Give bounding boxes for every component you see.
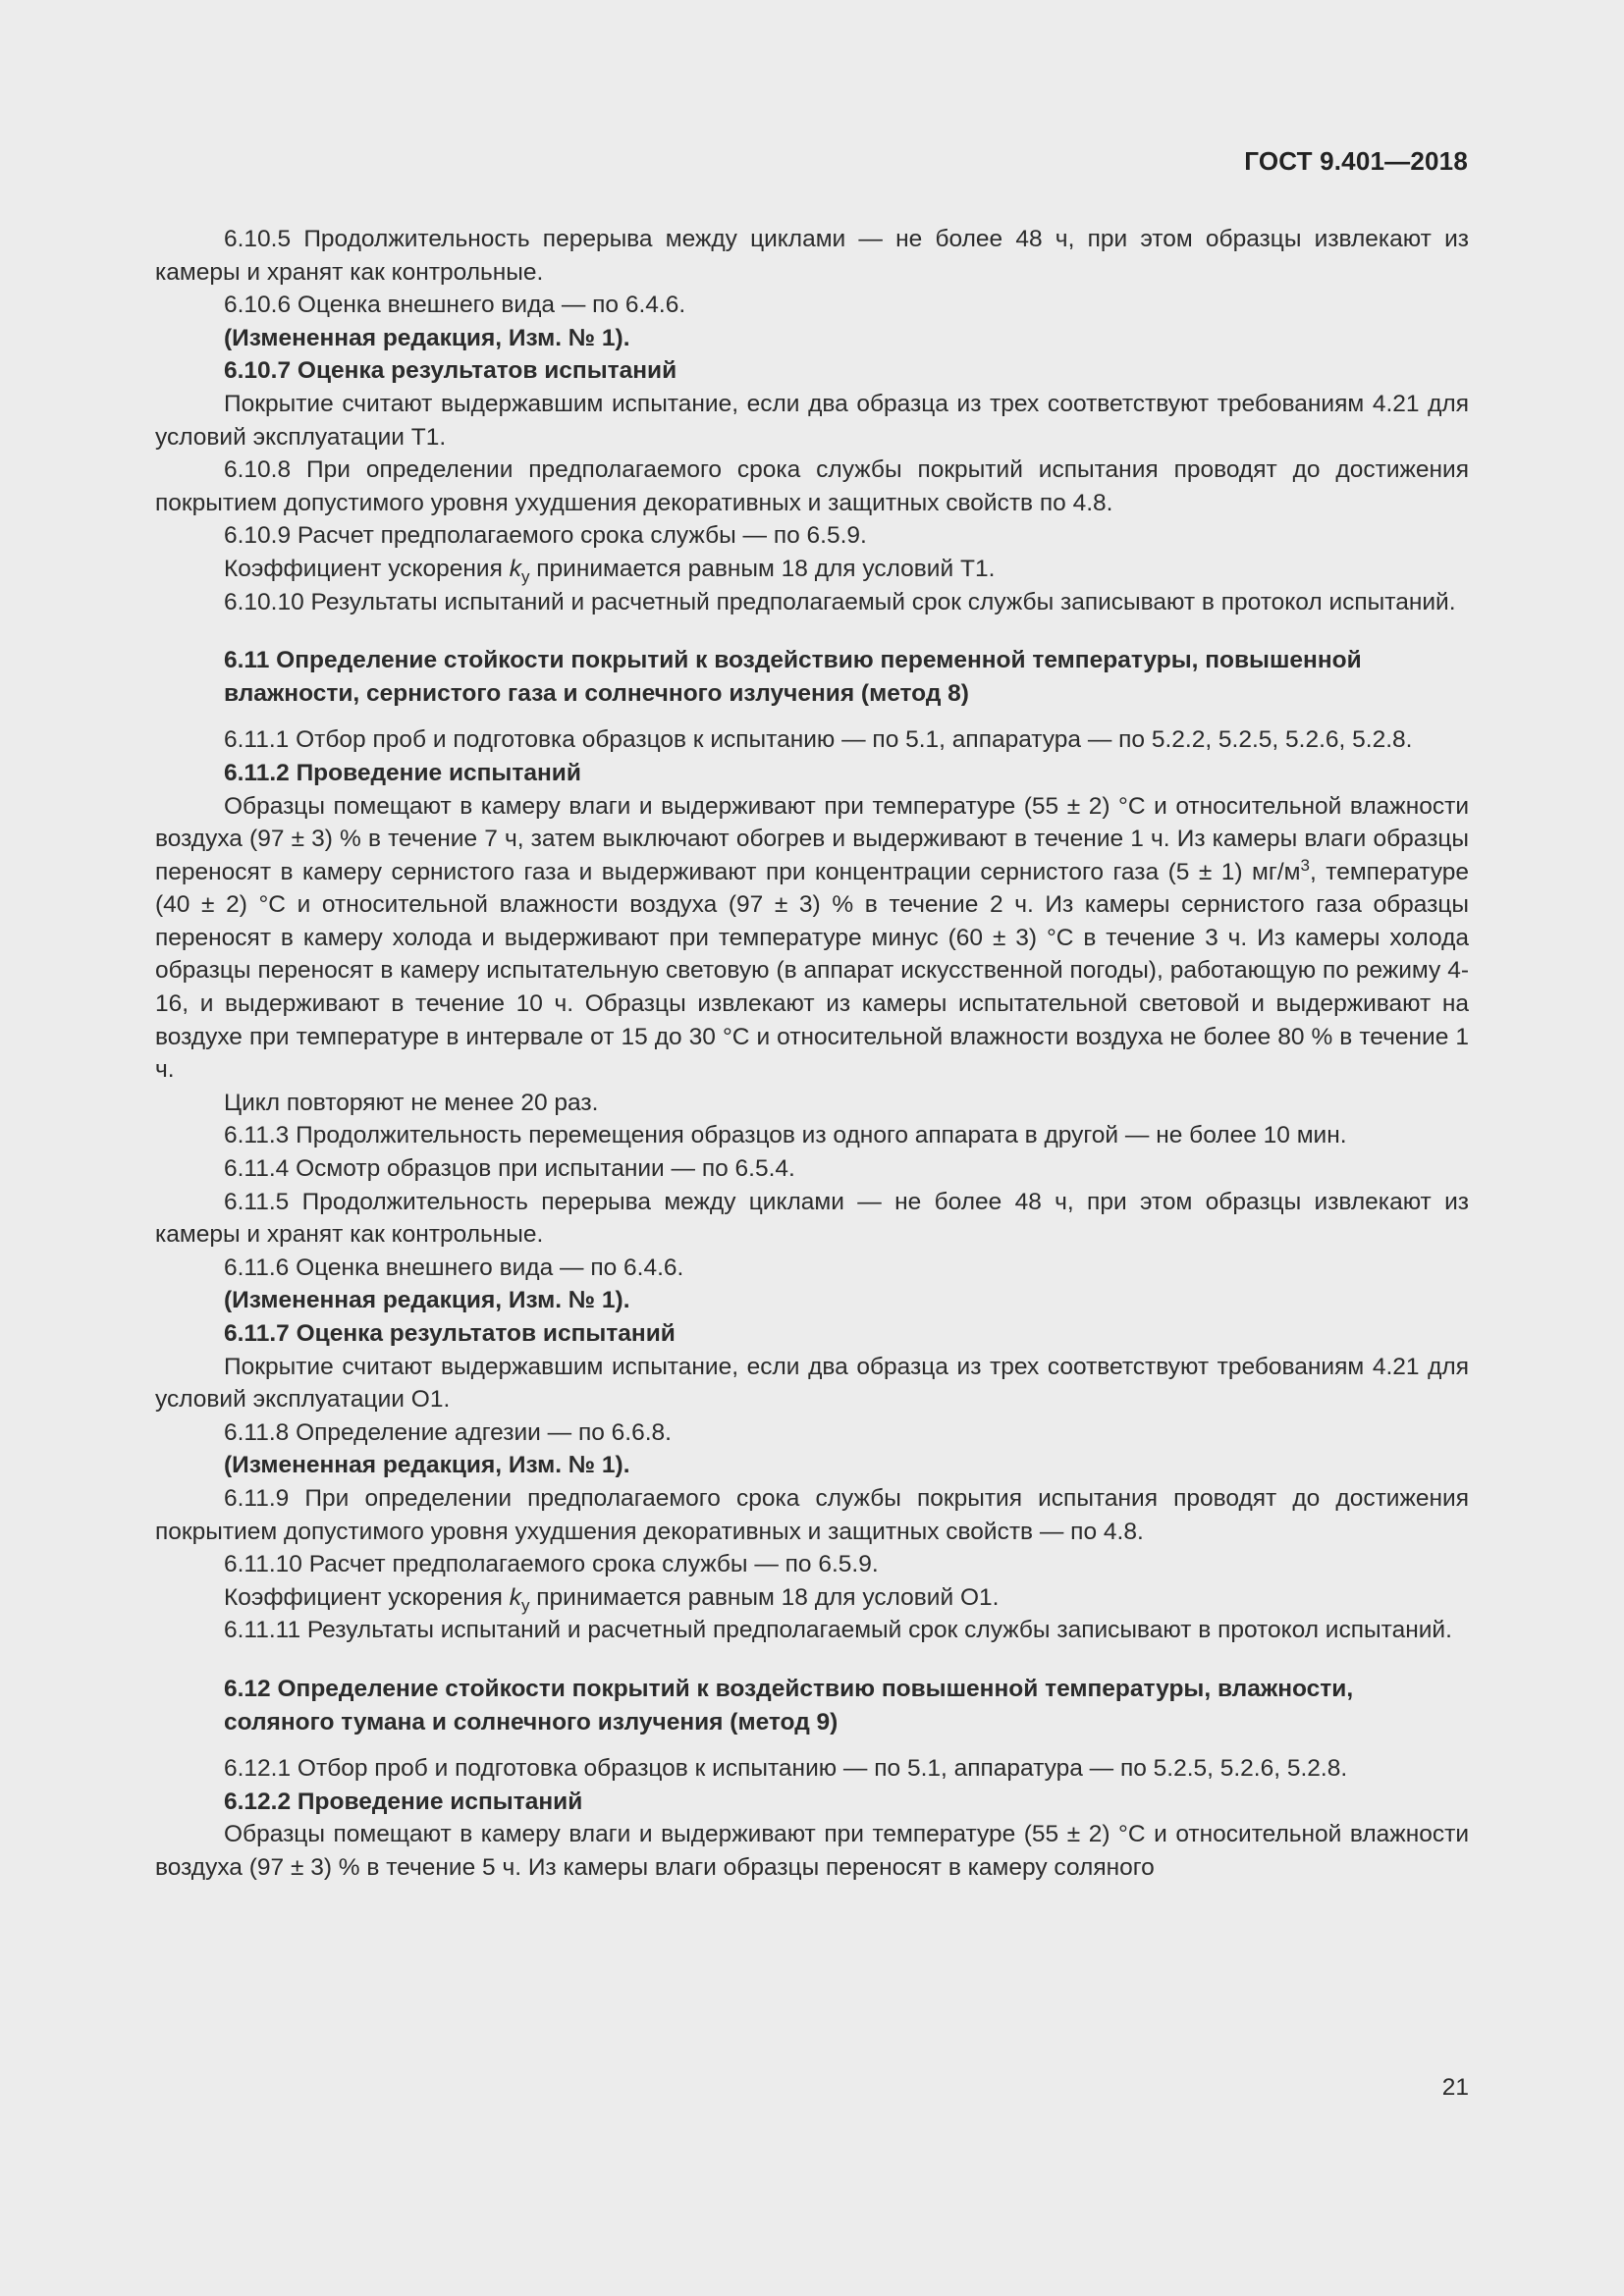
coef-subscript: у bbox=[520, 566, 530, 586]
paragraph-6-10-5: 6.10.5 Продолжительность перерыва между циклами — не более 48 ч, при этом образцы извлекают из камеры и хранят как контрольные. bbox=[155, 226, 1469, 286]
paragraph-6-10-9-coefficient bbox=[155, 553, 1469, 586]
body-text-start: Образцы помещают в камеру влаги и выдерживают при температуре (55 ± 2) °С и относительной влажности воздуха (97 ± 3) % в течение 7 ч, затем выключают обогрев и выдерживают в течение 1 ч. Из камеры влаги образцы переносят в камеру сернистого газа и выдерживают при концентрации сернистого газа (5 ± 1) мг/м bbox=[155, 792, 1469, 885]
coef-text-start: Коэффициент ускорения bbox=[224, 1583, 510, 1611]
paragraph-6-10-9: 6.10.9 Расчет предполагаемого срока службы — по 6.5.9. bbox=[224, 522, 867, 550]
paragraph-6-10-10: 6.10.10 Результаты испытаний и расчетный предполагаемый срок службы записывают в протокол испытаний. bbox=[224, 588, 1456, 615]
paragraph-6-10-8: 6.10.8 При определении предполагаемого срока службы покрытий испытания проводят до достижения покрытием допустимого уровня ухудшения декоративных и защитных свойств по 4.8. bbox=[155, 456, 1469, 516]
paragraph-6-11-2-cycle: Цикл повторяют не менее 20 раз. bbox=[224, 1089, 599, 1116]
document-code-header: ГОСТ 9.401—2018 bbox=[1244, 146, 1468, 176]
subsection-title-6-10-7: 6.10.7 Оценка результатов испытаний bbox=[224, 357, 677, 385]
paragraph-6-11-9: 6.11.9 При определении предполагаемого срока службы покрытия испытания проводят до достижения покрытием допустимого уровня ухудшения декоративных и защитных свойств — по 4.8. bbox=[155, 1484, 1469, 1545]
superscript-three: 3 bbox=[1300, 855, 1310, 875]
coef-symbol: k bbox=[509, 1583, 521, 1611]
paragraph-6-11-7-body: Покрытие считают выдержавшим испытание, если два образца из трех соответствуют требованиям 4.21 для условий эксплуатации О1. bbox=[155, 1353, 1469, 1414]
page-number: 21 bbox=[1441, 2074, 1469, 2101]
paragraph-6-11-3: 6.11.3 Продолжительность перемещения образцов из одного аппарата в другой — не более 10 мин. bbox=[224, 1122, 1347, 1149]
document-body bbox=[155, 223, 1469, 1885]
change-note: (Измененная редакция, Изм. № 1). bbox=[224, 324, 630, 351]
paragraph-6-11-10-coefficient bbox=[155, 1581, 1469, 1615]
coef-text-end: принимается равным 18 для условий О1. bbox=[529, 1583, 1000, 1611]
paragraph-6-10-6: 6.10.6 Оценка внешнего вида — по 6.4.6. bbox=[224, 292, 686, 319]
subsection-title-6-12-2: 6.12.2 Проведение испытаний bbox=[224, 1788, 583, 1815]
change-note: (Измененная редакция, Изм. № 1). bbox=[224, 1452, 630, 1479]
coef-symbol: k bbox=[509, 555, 521, 582]
paragraph-6-11-5: 6.11.5 Продолжительность перерыва между циклами — не более 48 ч, при этом образцы извлекают из камеры и хранят как контрольные. bbox=[155, 1188, 1469, 1249]
subsection-title-6-11-2: 6.11.2 Проведение испытаний bbox=[224, 759, 581, 786]
section-heading-6-12: 6.12 Определение стойкости покрытий к воздействию повышенной температуры, влажности, соляного тумана и солнечного излучения (метод 9) bbox=[224, 1675, 1354, 1735]
section-heading-6-11: 6.11 Определение стойкости покрытий к воздействию переменной температуры, повышенной влажности, сернистого газа и солнечного излучения (метод 8) bbox=[224, 647, 1362, 707]
paragraph-6-12-1: 6.12.1 Отбор проб и подготовка образцов к испытанию — по 5.1, аппаратура — по 5.2.5, 5.2.6, 5.2.8. bbox=[224, 1755, 1348, 1783]
coef-text-start: Коэффициент ускорения bbox=[224, 555, 510, 582]
paragraph-6-11-6: 6.11.6 Оценка внешнего вида — по 6.4.6. bbox=[224, 1254, 684, 1281]
paragraph-6-11-8: 6.11.8 Определение адгезии — по 6.6.8. bbox=[224, 1418, 672, 1446]
paragraph-6-12-2-body: Образцы помещают в камеру влаги и выдерживают при температуре (55 ± 2) °С и относительной влажности воздуха (97 ± 3) % в течение 5 ч. Из камеры влаги образцы переносят в камеру соляного bbox=[155, 1821, 1469, 1881]
coef-text-end: принимается равным 18 для условий Т1. bbox=[529, 555, 996, 582]
paragraph-6-10-7-body: Покрытие считают выдержавшим испытание, если два образца из трех соответствуют требованиям 4.21 для условий эксплуатации Т1. bbox=[155, 390, 1469, 451]
paragraph-6-11-11: 6.11.11 Результаты испытаний и расчетный предполагаемый срок службы записывают в протокол испытаний. bbox=[224, 1617, 1452, 1644]
paragraph-6-11-2-body bbox=[155, 790, 1469, 1087]
change-note: (Измененная редакция, Изм. № 1). bbox=[224, 1287, 630, 1314]
coef-subscript: у bbox=[520, 1595, 530, 1615]
paragraph-6-11-4: 6.11.4 Осмотр образцов при испытании — по 6.5.4. bbox=[224, 1155, 795, 1183]
paragraph-6-11-10: 6.11.10 Расчет предполагаемого срока службы — по 6.5.9. bbox=[224, 1551, 879, 1578]
subsection-title-6-11-7: 6.11.7 Оценка результатов испытаний bbox=[224, 1320, 676, 1347]
paragraph-6-11-1: 6.11.1 Отбор проб и подготовка образцов к испытанию — по 5.1, аппаратура — по 5.2.2, 5.2.5, 5.2.6, 5.2.8. bbox=[224, 726, 1413, 754]
body-text-end: , температуре (40 ± 2) °С и относительной влажности воздуха (97 ± 3) % в течение 2 ч. Из камеры сернистого газа образцы переносят в камеру холода и выдерживают при температуре минус (60 ± 3) °С в течение 3 ч. Из камеры холода образцы переносят в камеру испытательную световую (в аппарат искусственной погоды), работающую по режиму 4-16, и выдерживают в течение 10 ч. Образцы извлекают из камеры испытательной световой и выдерживают на воздухе при температуре в интервале от 15 до 30 °С и относительной влажности воздуха не более 80 % в течение 1 ч. bbox=[155, 858, 1470, 1084]
